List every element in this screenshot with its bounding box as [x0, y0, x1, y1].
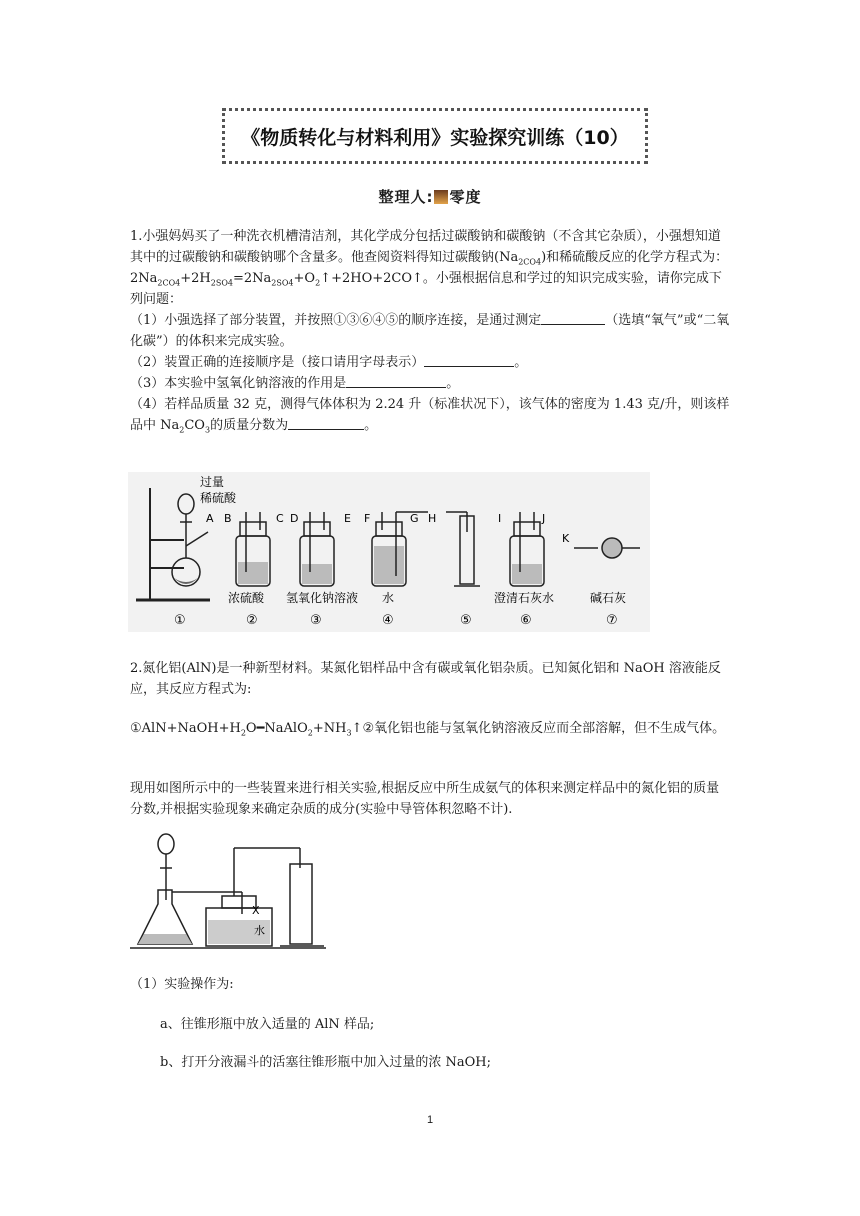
- apparatus-number-5: ⑤: [460, 613, 472, 628]
- port-label-g: G: [410, 512, 419, 525]
- bottle-label-naoh: 氢氧化钠溶液: [286, 591, 359, 605]
- author-line: [0, 186, 860, 207]
- question-1: [130, 226, 730, 436]
- apparatus-number-3: ③: [310, 613, 322, 628]
- port-label-c: C: [276, 512, 284, 525]
- bottle-label-limewater: 澄清石灰水: [494, 591, 555, 605]
- page-number: 1: [426, 1114, 434, 1126]
- question-2-equation: [130, 718, 730, 739]
- q1-sub-2: （2）装置正确的连接顺序是（接口请用字母表示） 。: [130, 352, 730, 373]
- q1-sub-3: （3）本实验中氢氧化钠溶液的作用是 。: [130, 373, 730, 394]
- q2-op-title-block: [130, 974, 730, 995]
- q2-method: 现用如图所示中的一些装置来进行相关实验,根据反应中所生成氨气的体积来测定样品中的氮化铝的质量分数,并根据实验现象来确定杂质的成分(实验中导管体积忽略不计).: [130, 781, 720, 817]
- port-label-d: D: [290, 512, 299, 525]
- q2-op-title: （1）实验操作为:: [130, 977, 234, 992]
- answer-blank-3[interactable]: [346, 373, 446, 388]
- q2-op-a: a、往锥形瓶中放入适量的 AlN 样品;: [160, 1017, 375, 1032]
- fig1-label-excess: 过量: [200, 475, 225, 489]
- apparatus-number-2: ②: [246, 613, 258, 628]
- q2-intro: 2.氮化铝(AlN)是一种新型材料。某氮化铝样品中含有碳或氧化铝杂质。已知氮化铝和 NaOH 溶液能反应，其反应方程式为:: [130, 661, 721, 697]
- answer-blank-2[interactable]: [424, 352, 514, 367]
- apparatus-number-1: ①: [174, 613, 186, 628]
- q2-op-b: b、打开分液漏斗的活塞往锥形瓶中加入过量的浓 NaOH;: [160, 1055, 491, 1070]
- q2-op-a-block: [160, 1014, 730, 1035]
- page-title-text: 《物质转化与材料利用》实验探究训练（10）: [241, 126, 629, 149]
- q1-sub-1: （1）小强选择了部分装置，并按照①③⑥④⑤的顺序连接，是通过测定 （选填“氧气”或“二氧化碳”）的体积来完成实验。: [130, 310, 730, 352]
- port-label-a: A: [206, 512, 214, 525]
- fig1-label-acid: 稀硫酸: [200, 491, 237, 505]
- port-label-f: F: [364, 512, 371, 525]
- port-label-b: B: [224, 512, 232, 525]
- apparatus-number-7: ⑦: [606, 613, 618, 628]
- fig2-label-x: X: [252, 904, 260, 917]
- q1-intro: 1.小强妈妈买了一种洗衣机槽清洁剂，其化学成分包括过碳酸钠和碳酸钠（不含其它杂质），小强想知道其中的过碳酸钠和碳酸钠哪个含量多。他查阅资料得知过碳酸钠$(Na_{2CO4})$和稀硫酸反应的化学方程式为：$2Na_{2CO4}+2H_{2SO4}=2Na_{2SO4}+O_2↑+2HO+2CO↑$。小强根据信息和学过的知识完成实验，请你完成下列问题：: [130, 229, 729, 307]
- port-label-k: K: [562, 532, 570, 545]
- apparatus-figure-2: [130, 830, 330, 952]
- port-label-i: I: [498, 512, 502, 525]
- author-avatar-icon: [434, 190, 448, 204]
- author-name: 零度: [449, 188, 482, 206]
- answer-blank-1[interactable]: [541, 310, 605, 325]
- port-label-j: J: [542, 512, 546, 525]
- page-title: [222, 108, 648, 164]
- q2-op-b-block: [160, 1052, 730, 1073]
- question-2-intro: [130, 658, 730, 700]
- bottle-label-sulfuric: 浓硫酸: [228, 591, 265, 605]
- apparatus-number-4: ④: [382, 613, 394, 628]
- apparatus-number-6: ⑥: [520, 613, 532, 628]
- q1-sub-4: （4）若样品质量 32 克，测得气体体积为 2.24 升（标准状况下），该气体的密度为 1.43 克/升，则该样品中 $Na_2CO_3$的质量分数为 。: [130, 397, 730, 435]
- question-2-method: [130, 778, 730, 820]
- author-prefix: 整理人:: [378, 188, 434, 206]
- port-label-h: H: [428, 512, 437, 525]
- port-label-e: E: [344, 512, 351, 525]
- answer-blank-4[interactable]: [288, 415, 364, 430]
- bottle-label-water: 水: [382, 591, 395, 605]
- q2-equation: $①AlN+NaOH+H_2O━NaAlO_2+NH_3↑②$氧化铝也能与氢氧化钠溶液反应而全部溶解，但不生成气体。: [130, 721, 726, 738]
- bottle-label-sodalime: 碱石灰: [590, 591, 627, 605]
- apparatus-figure-1: [128, 472, 650, 632]
- fig2-label-water: 水: [254, 924, 265, 937]
